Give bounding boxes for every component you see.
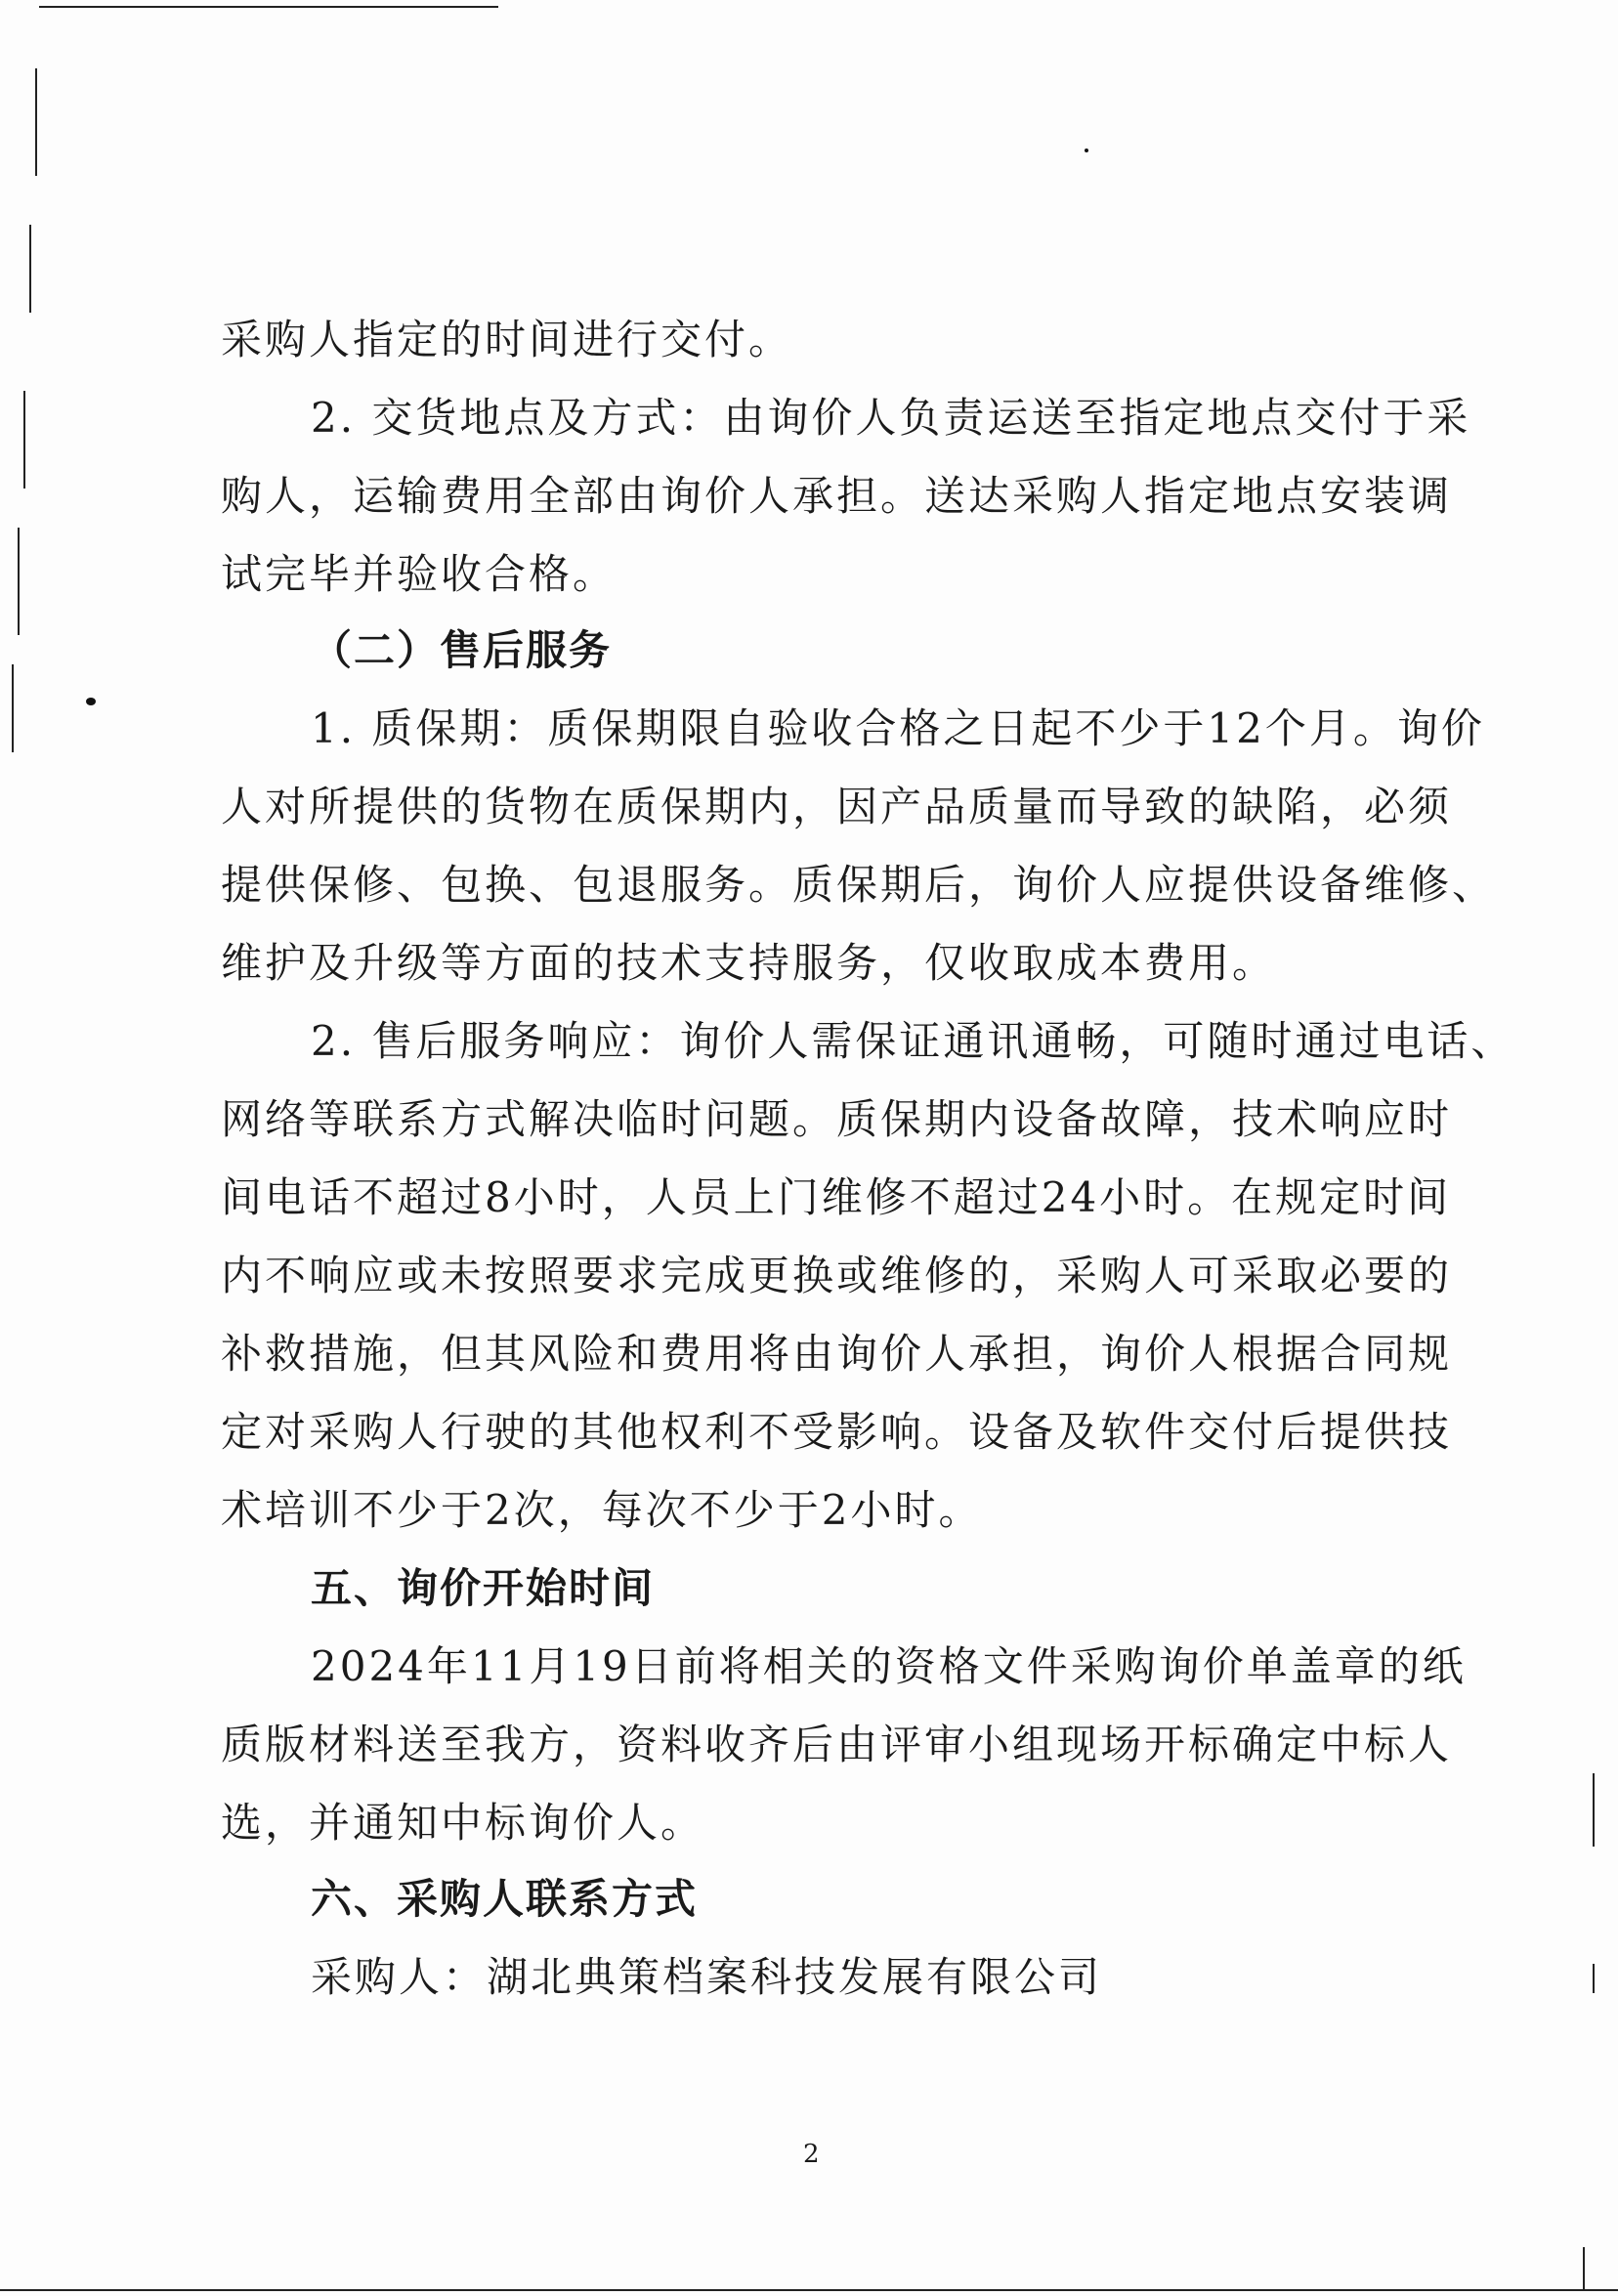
scan-artifact-left-mark — [18, 528, 20, 635]
text-line: 定对采购人行驶的其他权利不受影响。设备及软件交付后提供技 — [221, 1408, 1453, 1456]
scan-artifact-left-mark — [35, 68, 37, 176]
scan-artifact-right-mark — [1593, 1773, 1595, 1847]
section-heading: 五、询价开始时间 — [311, 1564, 656, 1612]
text-line: 2. 交货地点及方式：由询价人负责运送至指定地点交付于采 — [311, 394, 1471, 442]
text-line: 网络等联系方式解决临时问题。质保期内设备故障，技术响应时 — [221, 1095, 1453, 1143]
text-line: 试完毕并验收合格。 — [221, 550, 617, 598]
text-line: 维护及升级等方面的技术支持服务，仅收取成本费用。 — [221, 939, 1277, 987]
text-line: 选，并通知中标询价人。 — [221, 1799, 705, 1847]
text-line: 内不响应或未按照要求完成更换或维修的，采购人可采取必要的 — [221, 1252, 1453, 1299]
text-line: 提供保修、包换、包退服务。质保期后，询价人应提供设备维修、 — [221, 861, 1497, 909]
text-line: 术培训不少于2次，每次不少于2小时。 — [221, 1486, 983, 1534]
section-heading: 六、采购人联系方式 — [311, 1875, 699, 1923]
scan-artifact-left-mark — [12, 664, 14, 752]
scan-artifact-left-mark — [23, 391, 25, 489]
text-line: 1. 质保期：质保期限自验收合格之日起不少于12个月。询价 — [311, 704, 1485, 752]
text-line: 2024年11月19日前将相关的资格文件采购询价单盖章的纸 — [311, 1642, 1467, 1690]
text-line: 购人，运输费用全部由询价人承担。送达采购人指定地点安装调 — [221, 472, 1453, 520]
text-line: 间电话不超过8小时，人员上门维修不超过24小时。在规定时间 — [221, 1173, 1452, 1221]
text-line: 补救措施，但其风险和费用将由询价人承担，询价人根据合同规 — [221, 1330, 1453, 1378]
scan-artifact-dot — [1085, 149, 1088, 152]
scan-artifact-dot — [86, 698, 96, 705]
scan-artifact-top-line — [39, 6, 498, 8]
scan-artifact-right-mark — [1583, 2247, 1585, 2290]
text-line: 质版材料送至我方，资料收齐后由评审小组现场开标确定中标人 — [221, 1721, 1453, 1768]
text-line: 采购人：湖北典策档案科技发展有限公司 — [311, 1953, 1103, 2001]
page-number: 2 — [803, 2140, 820, 2169]
text-line: 人对所提供的货物在质保期内，因产品质量而导致的缺陷，必须 — [221, 783, 1453, 830]
section-heading: （二）售后服务 — [311, 626, 613, 674]
scan-artifact-right-mark — [1593, 1964, 1595, 1993]
text-line: 采购人指定的时间进行交付。 — [221, 316, 793, 363]
scan-artifact-bottom-line — [0, 2289, 1618, 2291]
scan-artifact-left-mark — [29, 225, 31, 313]
text-line: 2. 售后服务响应：询价人需保证通讯通畅，可随时通过电话、 — [311, 1017, 1515, 1065]
